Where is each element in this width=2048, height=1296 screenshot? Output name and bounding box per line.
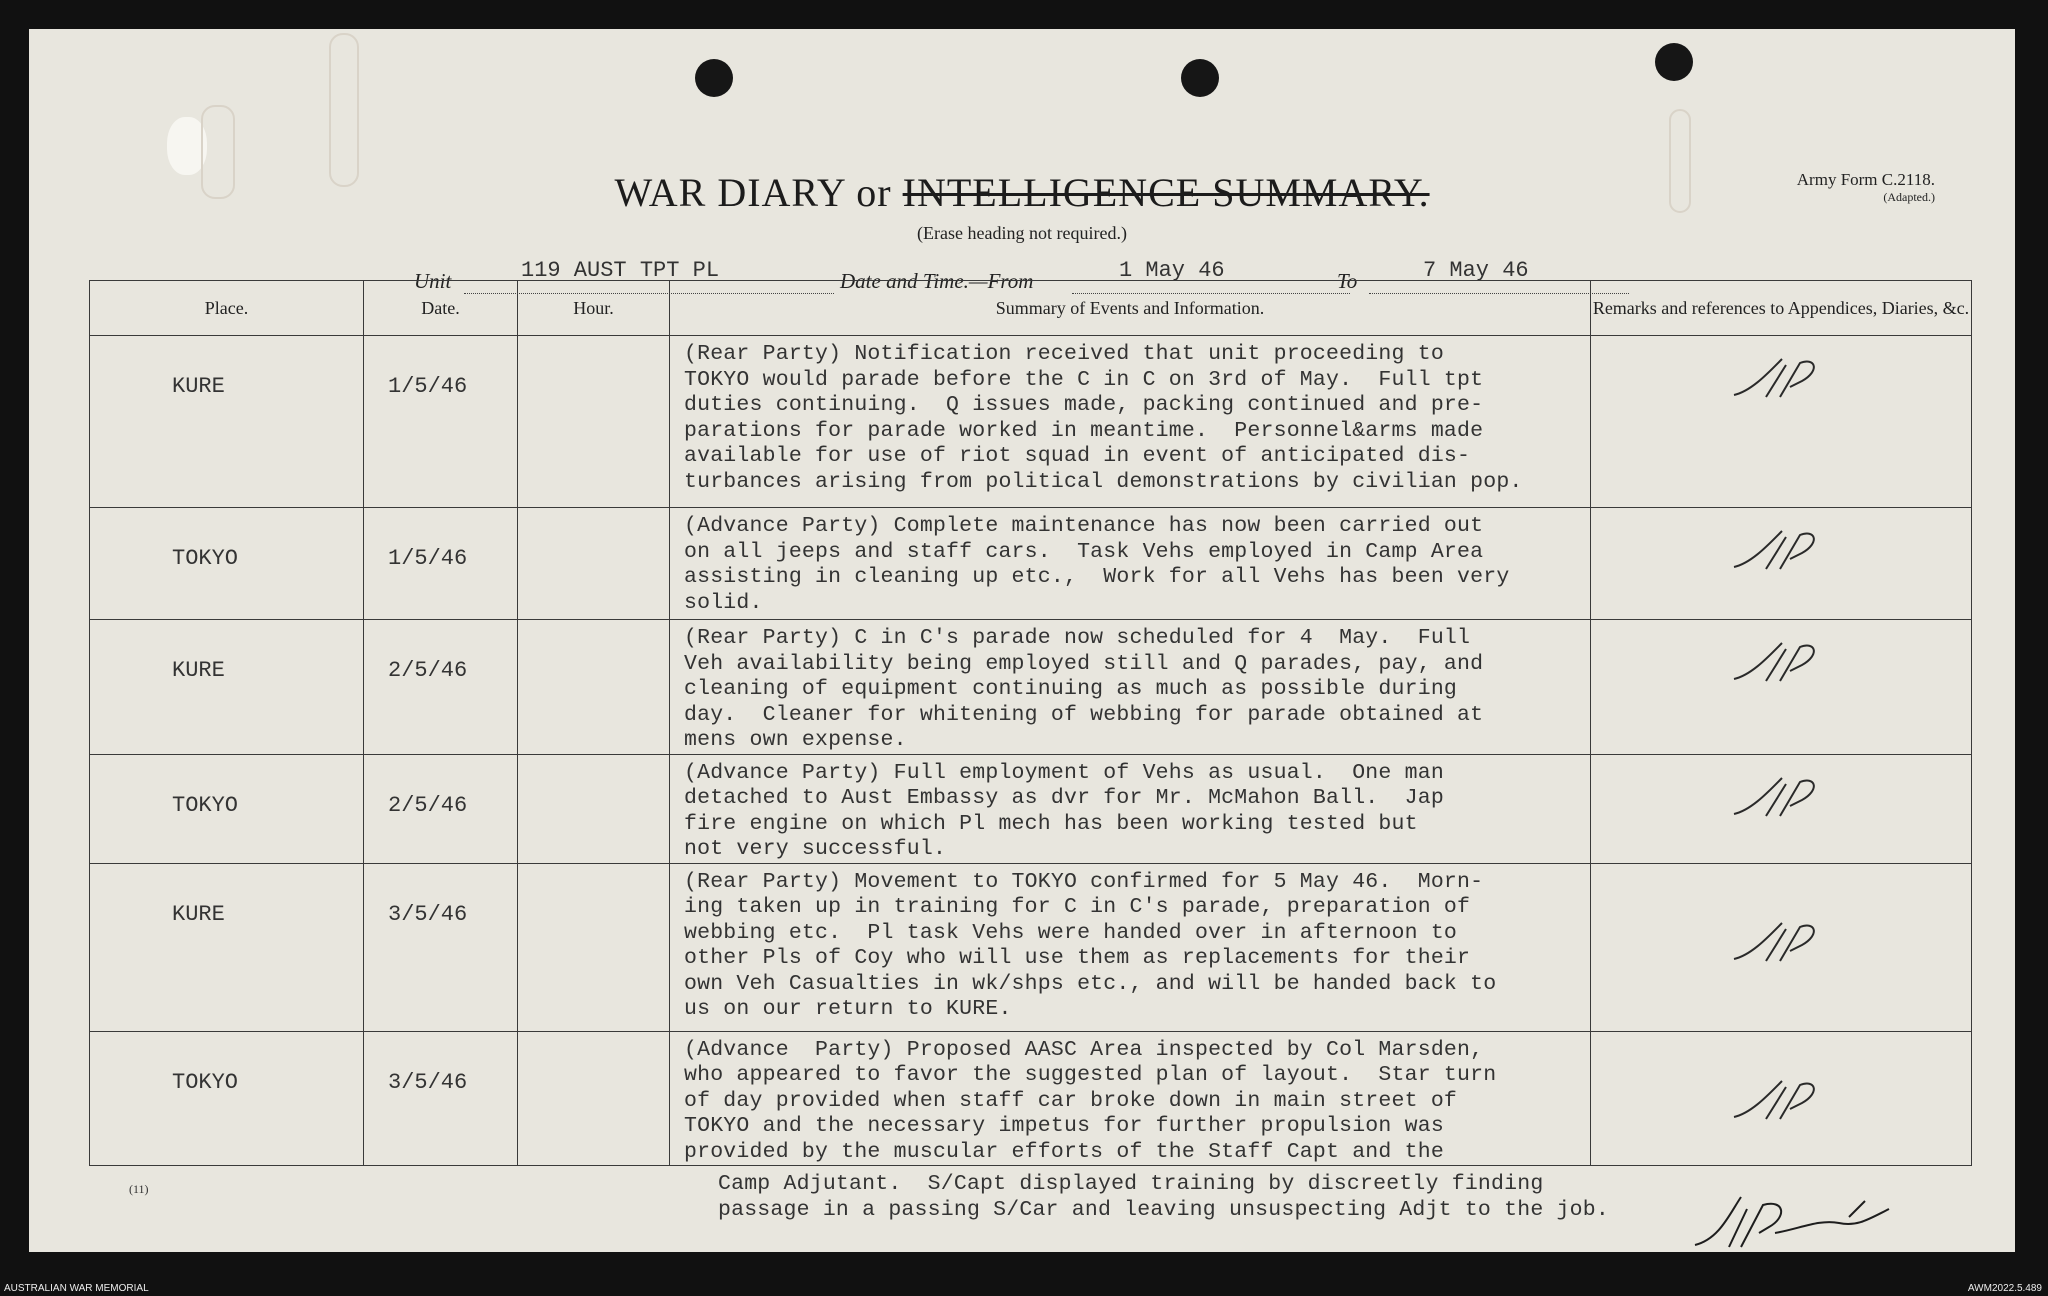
entry-place: TOKYO bbox=[90, 508, 364, 620]
remarks-cell bbox=[1591, 1031, 1972, 1166]
entry-hour bbox=[518, 863, 670, 1031]
diary-table bbox=[89, 280, 1972, 1166]
col-header-place: Place. bbox=[90, 281, 364, 336]
punch-hole bbox=[1655, 43, 1693, 81]
col-header-summary: Summary of Events and Information. bbox=[670, 281, 1591, 336]
entry-hour bbox=[518, 620, 670, 755]
col-header-date: Date. bbox=[364, 281, 518, 336]
date-from: 1 May 46 bbox=[1119, 258, 1225, 283]
punch-hole bbox=[695, 59, 733, 97]
entry-date: 2/5/46 bbox=[364, 620, 518, 755]
footer-source: AUSTRALIAN WAR MEMORIAL bbox=[4, 1283, 149, 1294]
table-row bbox=[90, 508, 1972, 620]
table-row bbox=[90, 863, 1972, 1031]
summary-continuation: Camp Adjutant. S/Capt displayed training by discreetly finding passage in a passing S/Car and leaving unsuspecting Adjt to the job. bbox=[718, 1172, 1609, 1222]
table-row bbox=[90, 620, 1972, 755]
entry-place: KURE bbox=[90, 620, 364, 755]
army-form-label bbox=[1797, 172, 1935, 205]
entry-date: 1/5/46 bbox=[364, 336, 518, 508]
punch-hole bbox=[1181, 59, 1219, 97]
signature bbox=[1689, 1189, 1909, 1259]
unit-label: Unit bbox=[414, 269, 452, 293]
entry-date: 3/5/46 bbox=[364, 863, 518, 1031]
remarks-cell bbox=[1591, 754, 1972, 863]
entry-summary: (Rear Party) C in C's parade now scheduled for 4 May. Full Veh availability being employed still and Q parades, pay, and cleaning of equipment continuing as much as possible during day. Cleaner for whitening of webbing for parade obtained at mens own expense. bbox=[670, 620, 1591, 755]
remarks-cell bbox=[1591, 508, 1972, 620]
date-to: 7 May 46 bbox=[1423, 258, 1529, 283]
initials-mark bbox=[1726, 523, 1836, 583]
initials-mark bbox=[1726, 635, 1836, 695]
unit-value: 119 AUST TPT PL bbox=[521, 258, 720, 283]
entry-summary: (Advance Party) Full employment of Vehs as usual. One man detached to Aust Embassy as dvr for Mr. McMahon Ball. Jap fire engine on which Pl mech has been working tested but not very successful. bbox=[670, 754, 1591, 863]
erase-note: (Erase heading not required.) bbox=[917, 223, 1127, 243]
entry-hour bbox=[518, 336, 670, 508]
entry-place: TOKYO bbox=[90, 1031, 364, 1166]
army-form-number: Army Form C.2118. bbox=[1796, 170, 1935, 189]
army-form-adapted: (Adapted.) bbox=[1883, 190, 1935, 204]
table-header-row bbox=[90, 281, 1972, 336]
page-title bbox=[29, 169, 2015, 216]
entry-summary: (Rear Party) Movement to TOKYO confirmed for 5 May 46. Morn- ing taken up in training for C in C's parade, preparation of webbing etc. Pl task Vehs were handed over in afternoon to other Pls of Coy who will use them as replacements for their own Veh Casualties in wk/shps etc., and will be handed back to us on our return to KURE. bbox=[670, 863, 1591, 1031]
remarks-cell bbox=[1591, 620, 1972, 755]
entry-hour bbox=[518, 508, 670, 620]
entry-hour bbox=[518, 1031, 670, 1166]
entry-summary: (Advance Party) Proposed AASC Area inspected by Col Marsden, who appeared to favor the suggested plan of layout. Star turn of day provided when staff car broke down in main street of TOKYO and the necessary impetus for further propulsion was provided by the muscular efforts of the Staff Capt and the bbox=[670, 1031, 1591, 1166]
col-header-remarks: Remarks and references to Appendices, Diaries, &c. bbox=[1591, 281, 1972, 336]
entry-date: 2/5/46 bbox=[364, 754, 518, 863]
table-row bbox=[90, 336, 1972, 508]
remarks-cell bbox=[1591, 863, 1972, 1031]
form-number: (11) bbox=[129, 1182, 149, 1196]
entry-date: 3/5/46 bbox=[364, 1031, 518, 1166]
remarks-cell bbox=[1591, 336, 1972, 508]
title-prefix: WAR DIARY or bbox=[614, 170, 892, 215]
table-row bbox=[90, 754, 1972, 863]
entry-hour bbox=[518, 754, 670, 863]
entry-summary: (Advance Party) Complete maintenance has now been carried out on all jeeps and staff cars. Task Vehs employed in Camp Area assisting in cleaning up etc., Work for all Vehs has been very solid. bbox=[670, 508, 1591, 620]
entry-summary: (Rear Party) Notification received that unit proceeding to TOKYO would parade before the C in C on 3rd of May. Full tpt duties continuing. Q issues made, packing continued and pre- parations for parade worked in meantime. Personnel&arms made available for use of riot squad in event of anticipated dis- turbances arising from political demonstrations by civilian pop. bbox=[670, 336, 1591, 508]
initials-mark bbox=[1726, 351, 1836, 411]
diary-sheet bbox=[29, 29, 2015, 1252]
table-row bbox=[90, 1031, 1972, 1166]
paper-clip-mark bbox=[329, 33, 359, 187]
title-struck-out: INTELLIGENCE SUMMARY. bbox=[902, 170, 1430, 215]
initials-mark bbox=[1726, 915, 1836, 975]
col-header-hour: Hour. bbox=[518, 281, 670, 336]
initials-mark bbox=[1726, 770, 1836, 830]
entry-place: TOKYO bbox=[90, 754, 364, 863]
footer-reference: AWM2022.5.489 bbox=[1967, 1283, 2042, 1294]
entry-place: KURE bbox=[90, 336, 364, 508]
to-label: To bbox=[1337, 269, 1358, 293]
entry-date: 1/5/46 bbox=[364, 508, 518, 620]
entry-place: KURE bbox=[90, 863, 364, 1031]
initials-mark bbox=[1726, 1073, 1836, 1133]
date-label: Date and Time.—From bbox=[840, 269, 1034, 293]
